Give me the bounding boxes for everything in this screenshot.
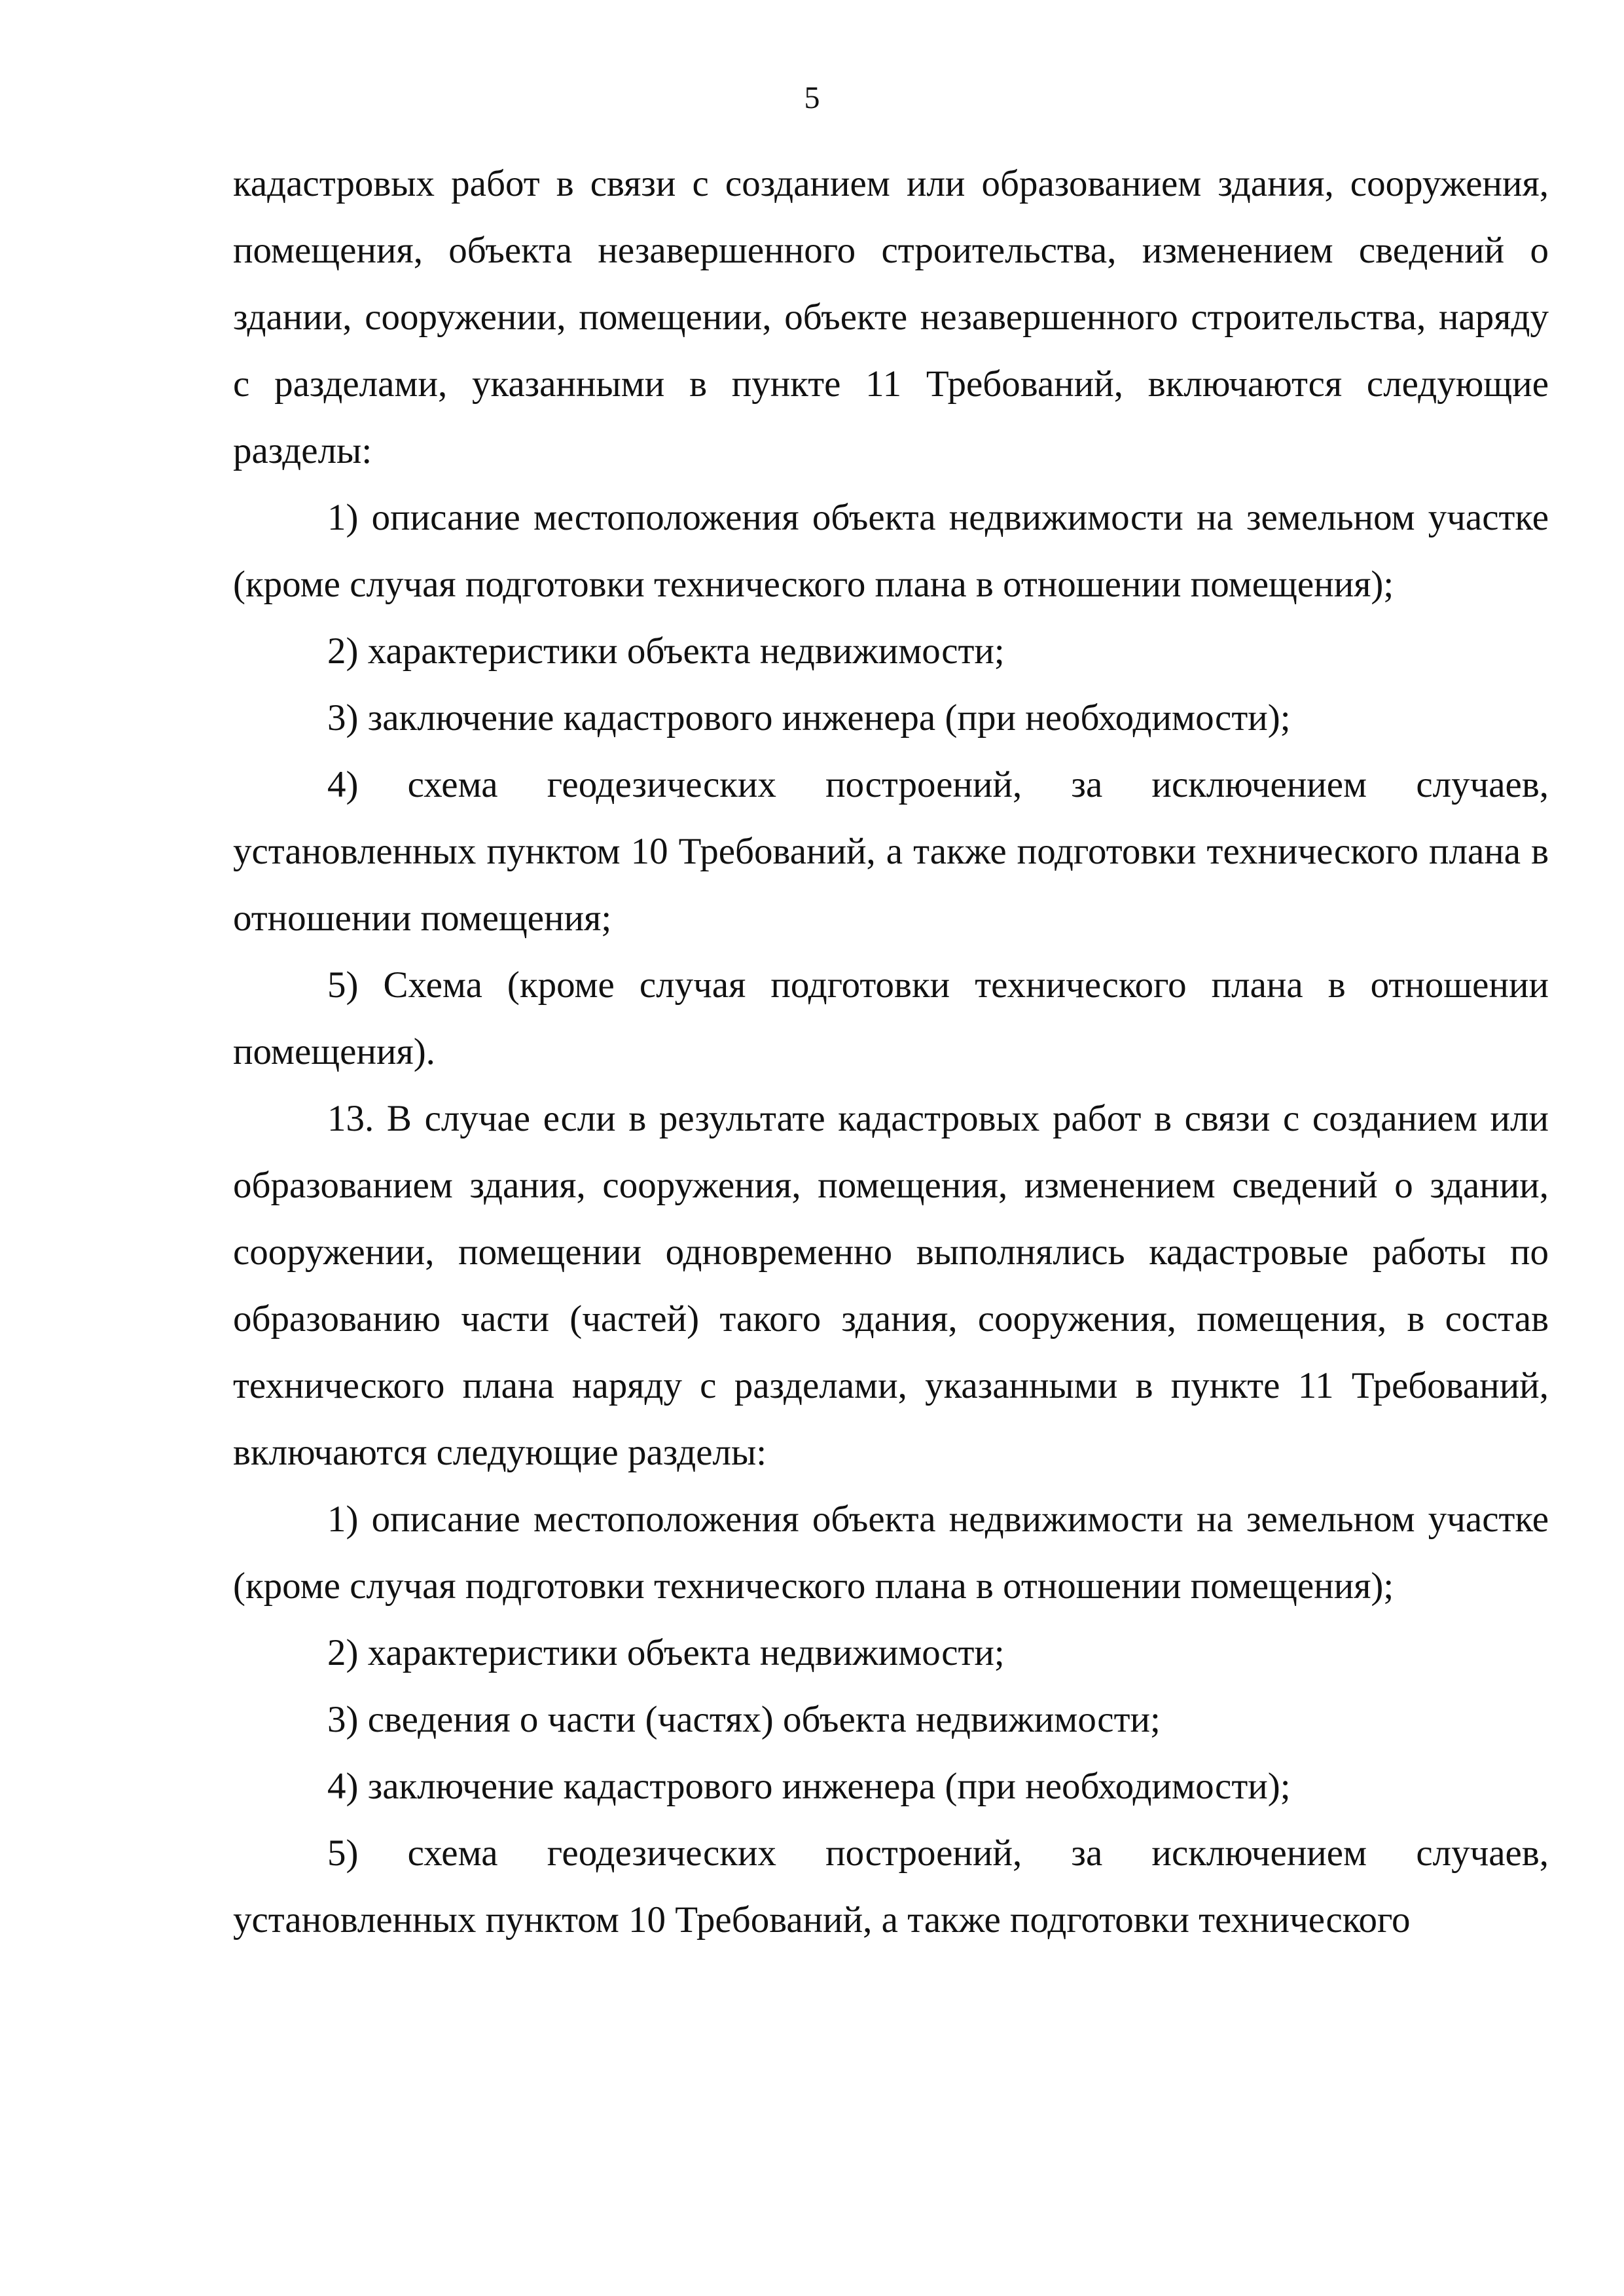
clause-13-item-5: 5) схема геодезических построений, за исключением случаев, установленных пунктом 10 Требований, а также подготовки технического bbox=[233, 1832, 1549, 1941]
list-item-1: 1) описание местоположения объекта недвижимости на земельном участке (кроме случая подготовки технического плана в отношении помещения); bbox=[233, 497, 1549, 605]
clause-13-item-1: 1) описание местоположения объекта недвижимости на земельном участке (кроме случая подготовки технического плана в отношении помещения); bbox=[233, 1499, 1549, 1607]
list-item-3: 3) заключение кадастрового инженера (при необходимости); bbox=[327, 697, 1291, 738]
clause-13: 13. В случае если в результате кадастровых работ в связи с созданием или образованием здания, сооружения, помещения, изменением сведений о здании, сооружении, помещении одновременно выполнялись кадастровые работы по образованию части (частей) такого здания, сооружения, помещения, в состав технического плана наряду с разделами, указанными в пункте 11 Требований, включаются следующие разделы: bbox=[233, 1098, 1549, 1473]
clause-13-item-3: 3) сведения о части (частях) объекта недвижимости; bbox=[327, 1699, 1161, 1740]
clause-13-item-2: 2) характеристики объекта недвижимости; bbox=[327, 1632, 1005, 1673]
document-body bbox=[233, 151, 1549, 1954]
list-item-2: 2) характеристики объекта недвижимости; bbox=[327, 630, 1005, 672]
clause-13-item-4: 4) заключение кадастрового инженера (при необходимости); bbox=[327, 1766, 1291, 1807]
paragraph-continuation: кадастровых работ в связи с созданием или образованием здания, сооружения, помещения, объекта незавершенного строительства, изменением сведений о здании, сооружении, помещении, объекте незавершенного строительства, наряду с разделами, указанными в пункте 11 Требований, включаются следующие разделы: bbox=[233, 163, 1549, 471]
list-item-5: 5) Схема (кроме случая подготовки технического плана в отношении помещения). bbox=[233, 964, 1549, 1072]
page-number: 5 bbox=[804, 81, 820, 115]
list-item-4: 4) схема геодезических построений, за исключением случаев, установленных пунктом 10 Требований, а также подготовки технического плана в отношении помещения; bbox=[233, 764, 1549, 939]
